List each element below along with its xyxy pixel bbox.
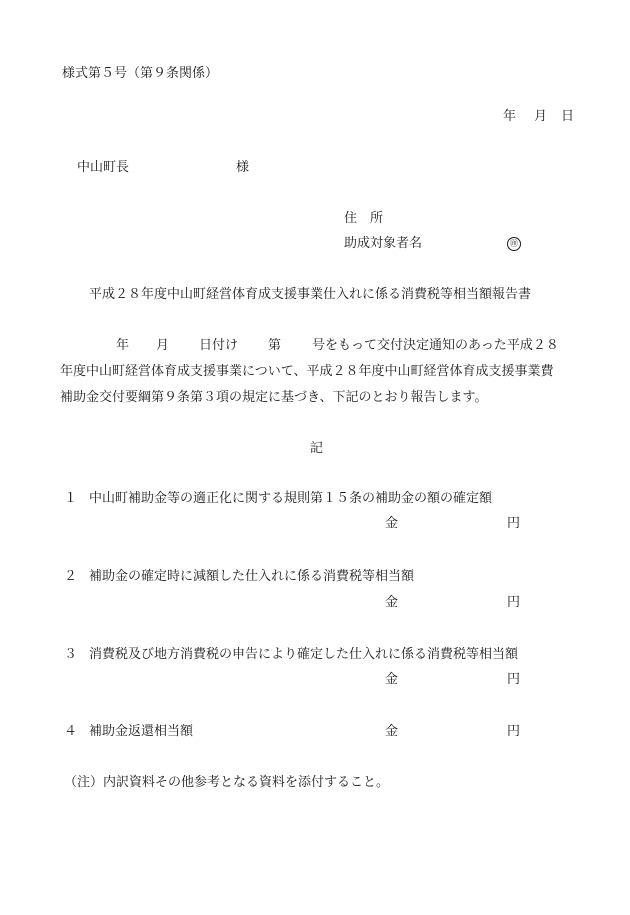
body-line2: 年度中山町経営体育成支援事業について、平成２８年度中山町経営体育成支援事業費 xyxy=(60,364,554,379)
item-4-unit: 円 xyxy=(507,724,521,739)
item-4-number: ４ xyxy=(64,724,78,739)
item-1-currency: 金 xyxy=(385,516,399,531)
item-1-number: １ xyxy=(64,491,78,506)
address-label: 住 所 xyxy=(344,211,384,226)
form-label: 様式第５号（第９条関係） xyxy=(62,66,219,81)
ki-heading: 記 xyxy=(310,441,324,456)
addressee-honorific: 様 xyxy=(236,160,250,175)
item-2-number: ２ xyxy=(64,569,78,584)
item-2-text: 補助金の確定時に減額した仕入れに係る消費税等相当額 xyxy=(89,569,415,584)
item-1-text: 中山町補助金等の適正化に関する規則第１５条の補助金の額の確定額 xyxy=(89,491,493,506)
date-year: 年 xyxy=(503,109,517,124)
applicant-name-label: 助成対象者名 xyxy=(344,236,423,251)
item-3-text: 消費税及び地方消費税の申告により確定した仕入れに係る消費税等相当額 xyxy=(89,647,519,662)
body-dated: 日付け xyxy=(199,338,239,353)
body-year: 年 xyxy=(116,338,130,353)
item-3-number: ３ xyxy=(64,647,78,662)
seal-mark: ㊞ xyxy=(507,237,521,251)
item-1-unit: 円 xyxy=(507,516,521,531)
date-month: 月 xyxy=(534,109,548,124)
item-4-text: 補助金返還相当額 xyxy=(89,724,194,739)
item-3-currency: 金 xyxy=(385,672,399,687)
body-line3: 補助金交付要綱第９条第３項の規定に基づき、下記のとおり報告します。 xyxy=(60,390,488,405)
body-line1-rest: 号をもって交付決定通知のあった平成２８ xyxy=(312,338,559,353)
body-number-prefix: 第 xyxy=(268,338,282,353)
date-day: 日 xyxy=(561,109,575,124)
body-month: 月 xyxy=(156,338,170,353)
item-4-currency: 金 xyxy=(385,724,399,739)
item-3-unit: 円 xyxy=(507,672,521,687)
item-2-unit: 円 xyxy=(507,595,521,610)
item-2-currency: 金 xyxy=(385,595,399,610)
note: （注）内訳資料その他参考となる資料を添付すること。 xyxy=(64,775,390,790)
document-title: 平成２８年度中山町経営体育成支援事業仕入れに係る消費税等相当額報告書 xyxy=(89,287,532,302)
addressee-name: 中山町長 xyxy=(77,160,130,175)
